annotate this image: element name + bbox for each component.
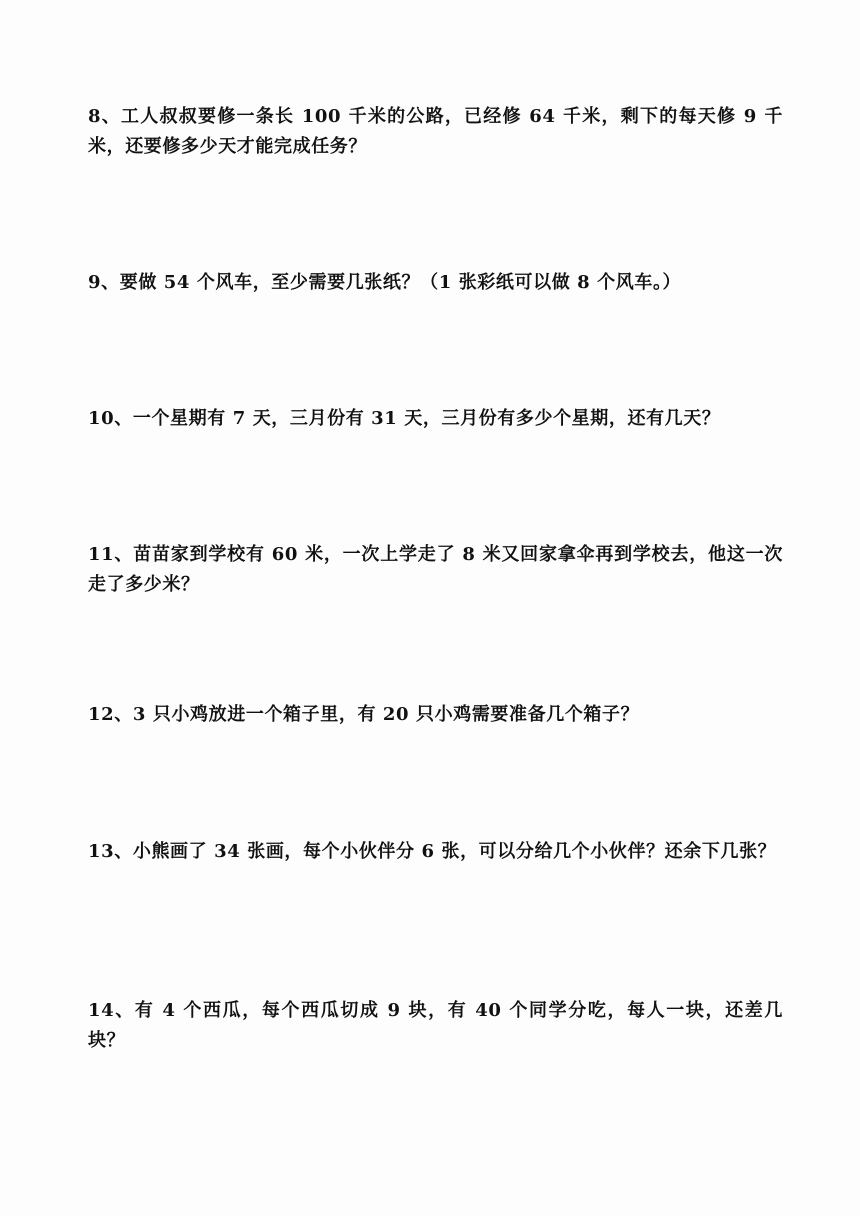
problem-11: 11、苗苗家到学校有 60 米，一次上学走了 8 米又回家拿伞再到学校去，他这一次走了多少米？ (88, 544, 783, 595)
problem-12: 12、3 只小鸡放进一个箱子里，有 20 只小鸡需要准备几个箱子？ (88, 704, 640, 725)
problem-8: 8、工人叔叔要修一条长 100 千米的公路，已经修 64 千米，剩下的每天修 9 千米，还要修多少天才能完成任务？ (88, 106, 783, 157)
problem-13: 13、小熊画了 34 张画，每个小伙伴分 6 张，可以分给几个小伙伴？还余下几张？ (88, 841, 777, 862)
problem-10: 10、一个星期有 7 天，三月份有 31 天，三月份有多少个星期，还有几天？ (88, 408, 721, 429)
problem-9: 9、要做 54 个风车，至少需要几张纸？（1 张彩纸可以做 8 个风车。） (88, 272, 682, 293)
problem-14: 14、有 4 个西瓜，每个西瓜切成 9 块，有 40 个同学分吃，每人一块，还差几块？ (88, 1000, 783, 1051)
